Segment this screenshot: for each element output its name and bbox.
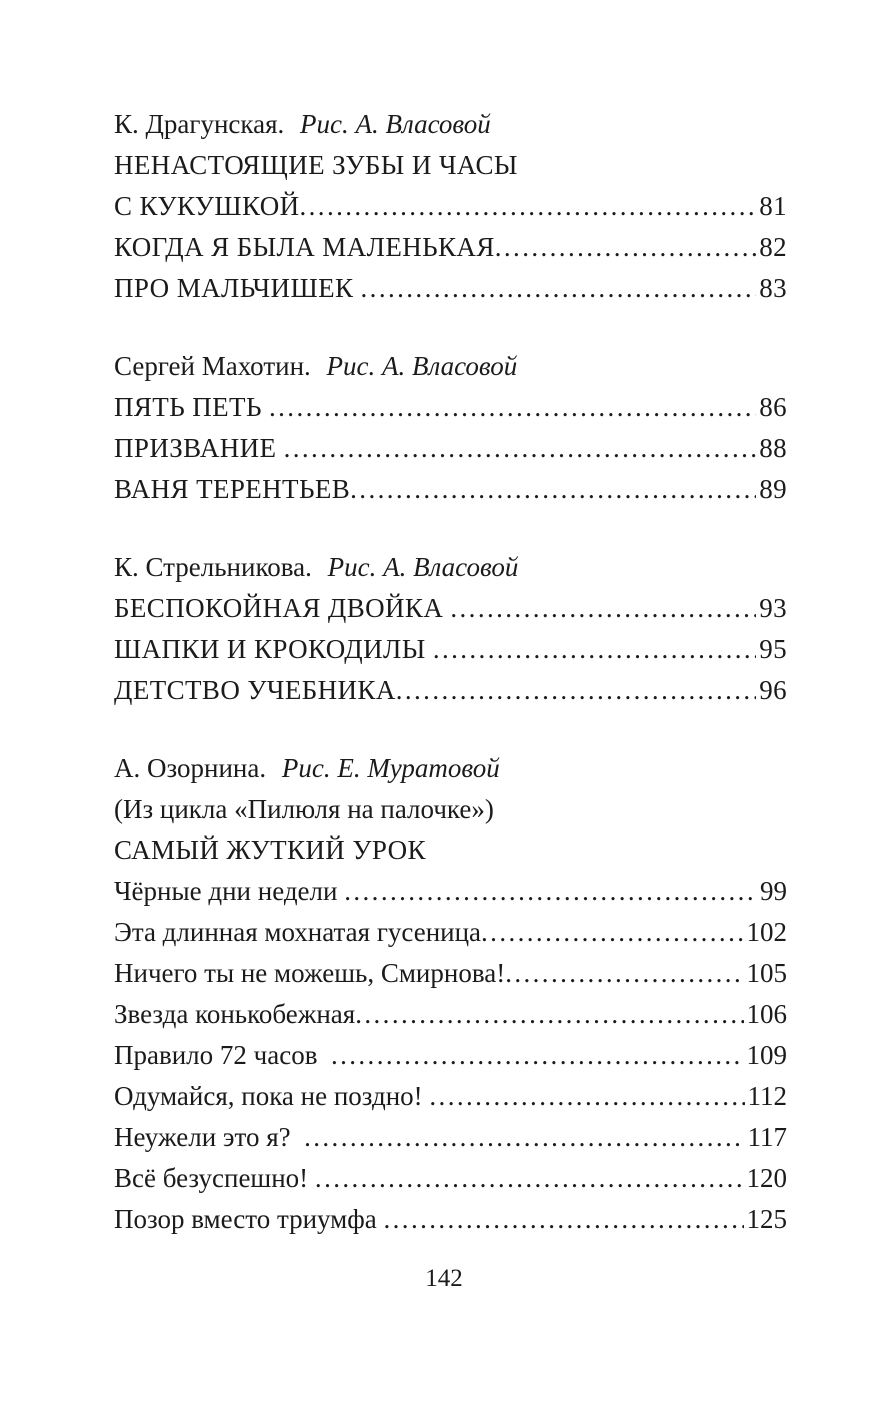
toc-entry: [114, 268, 787, 309]
dot-leader: [384, 1199, 744, 1240]
cycle-note: (Из цикла «Пилюля на палочке»): [114, 794, 494, 824]
toc-entry-page: 88: [759, 433, 787, 463]
dot-leader: [315, 1158, 744, 1199]
toc-entry-page: 96: [759, 675, 787, 705]
dot-leader: [429, 1076, 744, 1117]
dot-leader: [350, 469, 756, 510]
toc-entry-page: 109: [746, 1040, 787, 1070]
toc-section-strelnikova: [114, 547, 787, 711]
toc-entry-page: 82: [759, 232, 787, 262]
toc-entry-page: 125: [746, 1204, 787, 1234]
author-line: [114, 346, 787, 387]
toc-entry-title: Позор вместо триумфа: [114, 1204, 384, 1234]
dot-leader: [331, 1035, 744, 1076]
toc-entry: [114, 469, 787, 510]
toc-entry-title: Ничего ты не можешь, Смирнова!: [114, 958, 506, 988]
author-line: [114, 547, 787, 588]
toc-entry-title-line1: НЕНАСТОЯЩИЕ ЗУБЫ И ЧАСЫ: [114, 150, 518, 180]
toc-entry: [114, 871, 787, 912]
illustrator-credit: Рис. Е. Муратовой: [281, 753, 500, 783]
toc-entry-page: 95: [759, 634, 787, 664]
toc-entry: [114, 670, 787, 711]
toc-entry: [114, 1158, 787, 1199]
toc-entry-title: Чёрные дни недели: [114, 876, 345, 906]
author-name: Сергей Махотин.: [114, 351, 311, 381]
toc-entry-page: 120: [746, 1163, 787, 1193]
dot-leader: [344, 871, 757, 912]
dot-leader: [450, 588, 756, 629]
illustrator-credit: Рис. А. Власовой: [327, 552, 519, 582]
toc-entry-title: ШАПКИ И КРОКОДИЛЫ: [114, 634, 433, 664]
toc-section-ozornina: [114, 748, 787, 1240]
toc-entry: [114, 387, 787, 428]
toc-entry: [114, 428, 787, 469]
toc-entry-page: 81: [759, 191, 787, 221]
toc-entry-page: 105: [746, 958, 787, 988]
dot-leader: [495, 227, 756, 268]
toc-entry-title: Неужели это я?: [114, 1122, 305, 1152]
toc-entry: [114, 1117, 787, 1158]
dot-leader: [300, 186, 757, 227]
toc-entry: [114, 186, 787, 227]
dot-leader: [481, 912, 743, 953]
dot-leader: [269, 387, 756, 428]
dot-leader: [361, 268, 757, 309]
illustrator-credit: Рис. А. Власовой: [326, 351, 518, 381]
toc-entry-title: Всё безуспешно!: [114, 1163, 315, 1193]
table-of-contents: [114, 104, 787, 1240]
toc-entry: [114, 588, 787, 629]
page-number: 142: [425, 1265, 463, 1292]
toc-entry-title: Одумайся, пока не поздно!: [114, 1081, 430, 1111]
toc-entry-title: ПЯТЬ ПЕТЬ: [114, 392, 269, 422]
toc-entry: [114, 1199, 787, 1240]
toc-entry: [114, 1035, 787, 1076]
dot-leader: [284, 428, 757, 469]
toc-entry-title: Эта длинная мохнатая гусеница: [114, 917, 482, 947]
toc-entry-page: 102: [746, 917, 787, 947]
dot-leader: [505, 953, 743, 994]
toc-section-dragunskaya: [114, 104, 787, 309]
toc-entry-title: С КУКУШКОЙ: [114, 191, 300, 221]
toc-entry-page: 86: [759, 392, 787, 422]
toc-entry-title: Звезда конькобежная: [114, 999, 356, 1029]
toc-entry: [114, 953, 787, 994]
toc-section-makhotin: [114, 346, 787, 510]
dot-leader: [355, 994, 743, 1035]
toc-entry-title: ВАНЯ ТЕРЕНТЬЕВ: [114, 474, 351, 504]
author-line: [114, 748, 787, 789]
toc-entry-title: ПРО МАЛЬЧИШЕК: [114, 273, 361, 303]
toc-entry-page: 117: [747, 1122, 787, 1152]
toc-entry: [114, 227, 787, 268]
toc-entry: [114, 629, 787, 670]
toc-entry-title: КОГДА Я БЫЛА МАЛЕНЬКАЯ: [114, 232, 495, 262]
toc-entry-page: 112: [747, 1081, 787, 1111]
toc-entry-page: 89: [759, 474, 787, 504]
toc-entry-page: 106: [746, 999, 787, 1029]
toc-entry-page: 99: [760, 876, 787, 906]
author-name: К. Драгунская.: [114, 109, 285, 139]
author-name: К. Стрельникова.: [114, 552, 312, 582]
dot-leader: [304, 1117, 744, 1158]
toc-entry-title: Правило 72 часов: [114, 1040, 331, 1070]
illustrator-credit: Рис. А. Власовой: [300, 109, 491, 139]
dot-leader: [396, 670, 756, 711]
toc-entry: [114, 912, 787, 953]
toc-entry-title: ПРИЗВАНИЕ: [114, 433, 284, 463]
dot-leader: [433, 629, 756, 670]
author-name: А. Озорнина.: [114, 753, 267, 783]
toc-entry: [114, 1076, 787, 1117]
toc-entry: [114, 994, 787, 1035]
toc-entry-title: БЕСПОКОЙНАЯ ДВОЙКА: [114, 593, 451, 623]
toc-entry-title: ДЕТСТВО УЧЕБНИКА: [114, 675, 396, 705]
author-line: [114, 104, 787, 145]
toc-entry-page: 93: [759, 593, 787, 623]
toc-entry-page: 83: [759, 273, 787, 303]
section-heading: САМЫЙ ЖУТКИЙ УРОК: [114, 835, 426, 865]
